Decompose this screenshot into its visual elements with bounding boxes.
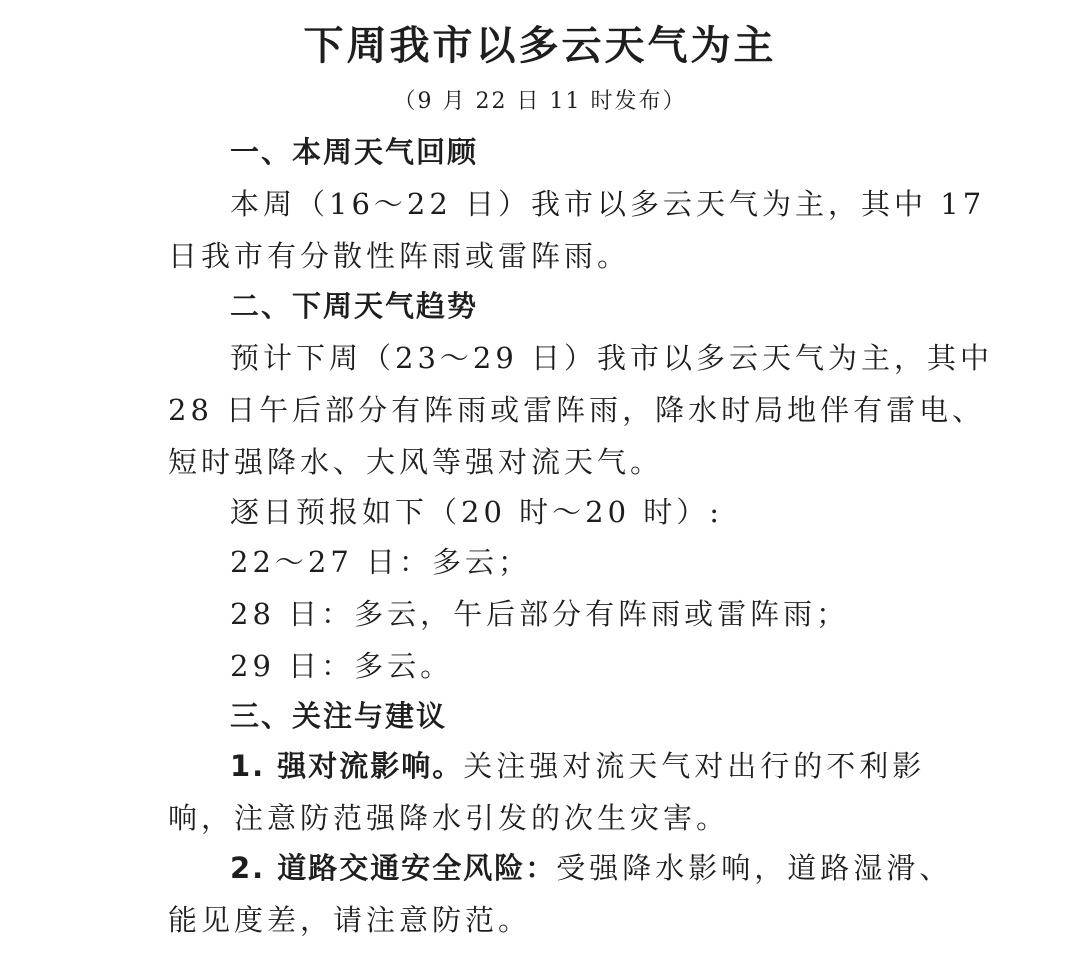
advice-item-2: [230, 846, 952, 887]
section1-line-1: 本周（16～22 日）我市以多云天气为主，其中 17: [230, 187, 986, 221]
section2-line-3: 短时强降水、大风等强对流天气。: [168, 445, 664, 479]
section2-line-1: 预计下周（23～29 日）我市以多云天气为主，其中: [230, 341, 994, 375]
advice-item-1: [230, 744, 925, 785]
page-title: 下周我市以多云天气为主: [303, 23, 777, 69]
section3-heading: 三、关注与建议: [230, 699, 448, 733]
forecast-item: 22～27 日：多云；: [230, 545, 532, 579]
section2-line-2: 28 日午后部分有阵雨或雷阵雨，降水时局地伴有雷电、: [168, 393, 986, 427]
section2-heading: 二、下周天气趋势: [230, 289, 479, 323]
forecast-item: 28 日：多云，午后部分有阵雨或雷阵雨；: [230, 597, 850, 631]
advice-item-1-cont: 响，注意防范强降水引发的次生灾害。: [168, 801, 730, 835]
advice-item-2-text: 受强降水影响，道路湿滑、: [556, 851, 953, 885]
advice-item-2-label: 2. 道路交通安全风险：: [230, 851, 557, 885]
advice-item-2-cont: 能见度差，请注意防范。: [168, 903, 532, 937]
forecast-intro: 逐日预报如下（20 时～20 时）:: [230, 495, 724, 529]
section1-heading: 一、本周天气回顾: [230, 135, 479, 169]
publish-time: （9 月 22 日 11 时发布）: [393, 89, 687, 114]
section1-line-2: 日我市有分散性阵雨或雷阵雨。: [168, 239, 631, 273]
advice-item-1-text: 关注强对流天气对出行的不利影: [463, 749, 926, 783]
forecast-item: 29 日：多云。: [230, 649, 454, 683]
advice-item-1-label: 1. 强对流影响。: [230, 749, 464, 783]
